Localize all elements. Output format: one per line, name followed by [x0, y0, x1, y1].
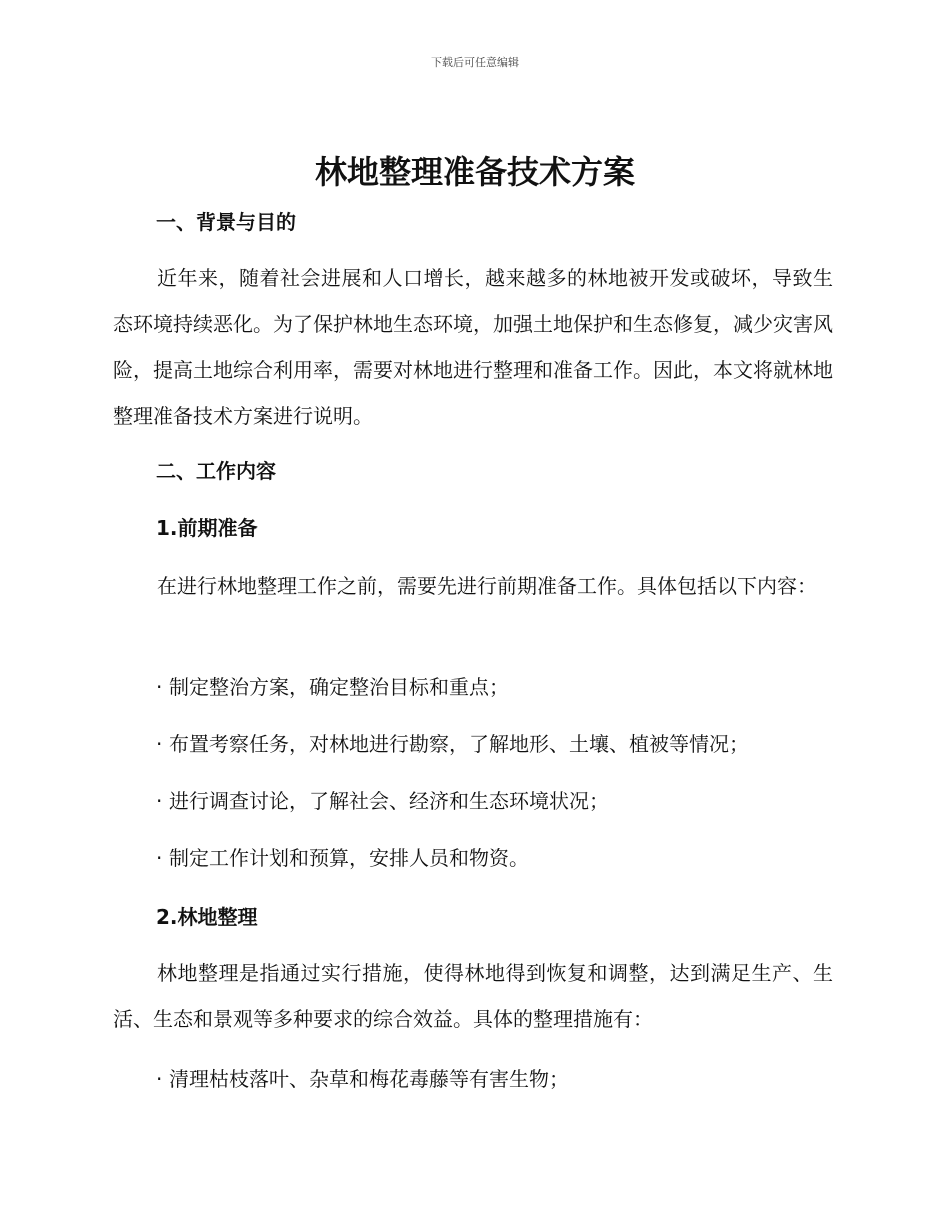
- list-item: [156, 1066, 569, 1092]
- list-item-text: 制定整治方案，确定整治目标和重点；: [169, 675, 509, 699]
- subsection-heading-preparation: 1.前期准备: [156, 516, 258, 540]
- list-item-text: 清理枯枝落叶、杂草和梅花毒藤等有害生物；: [169, 1067, 569, 1091]
- list-item: [156, 845, 529, 871]
- section-heading-work-content: 二、工作内容: [156, 459, 276, 483]
- list-item: [156, 674, 509, 700]
- list-item-text: 进行调查讨论，了解社会、经济和生态环境状况；: [169, 789, 609, 813]
- paragraph-background: 近年来，随着社会进展和人口增长，越来越多的林地被开发或破坏，导致生态环境持续恶化。为了保护林地生态环境，加强土地保护和生态修复，减少灾害风险，提高土地综合利用率，需要对林地进行整理和准备工作。因此，本文将就林地整理准备技术方案进行说明。: [113, 266, 833, 428]
- bullet-icon: ·: [156, 732, 163, 756]
- list-item-text: 布置考察任务，对林地进行勘察，了解地形、土壤、植被等情况；: [169, 732, 749, 756]
- bullet-icon: ·: [156, 789, 163, 813]
- list-item: [156, 731, 749, 757]
- bullet-icon: ·: [156, 846, 163, 870]
- paragraph-forest-land-arrangement: 林地整理是指通过实行措施，使得林地得到恢复和调整，达到满足生产、生活、生态和景观等多种要求的综合效益。具体的整理措施有：: [113, 961, 833, 1031]
- paragraph-preparation: 在进行林地整理工作之前，需要先进行前期准备工作。具体包括以下内容：: [157, 574, 817, 598]
- list-item-text: 制定工作计划和预算，安排人员和物资。: [169, 846, 529, 870]
- bullet-icon: ·: [156, 1067, 163, 1091]
- list-item: [156, 788, 609, 814]
- section-heading-background: 一、背景与目的: [156, 210, 296, 234]
- bullet-icon: ·: [156, 675, 163, 699]
- header-note: 下载后可任意编辑: [431, 56, 519, 69]
- subsection-heading-forest-land-arrangement: 2.林地整理: [156, 905, 258, 929]
- document-title: 林地整理准备技术方案: [314, 153, 635, 191]
